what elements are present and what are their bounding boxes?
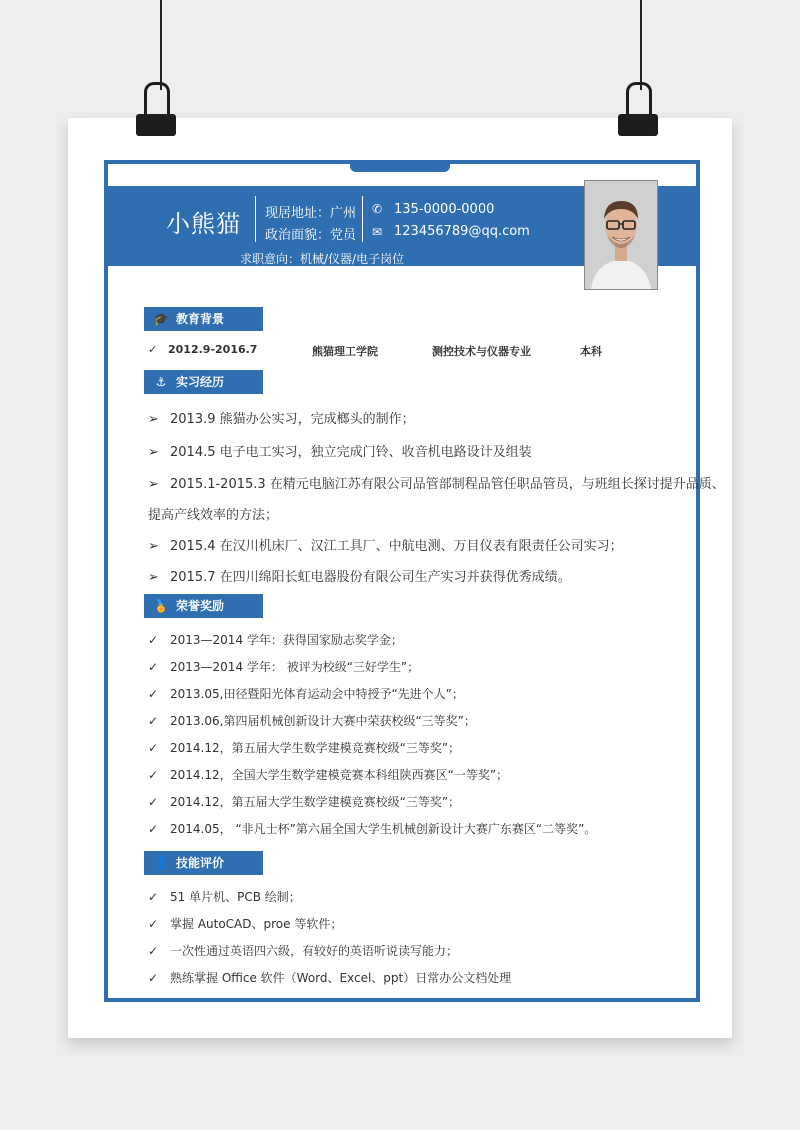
- profile-photo: [584, 180, 658, 290]
- hanging-string-left: [160, 0, 162, 90]
- honor-item: ✓ 2014.12，全国大学生数学建模竞赛本科组陕西赛区“一等奖”；: [148, 768, 509, 782]
- honor-item: ✓ 2013—2014 学年： 被评为校级“三好学生”；: [148, 660, 420, 674]
- graduation-cap-icon: 🎓: [153, 312, 169, 326]
- skill-item: ✓ 熟练掌握 Office 软件（Word、Excel、ppt）日常办公文档处理: [148, 971, 512, 985]
- section-internship-title: ⚓ 实习经历: [144, 370, 263, 394]
- edu-major: 测控技术与仪器专业: [432, 345, 531, 358]
- anchor-icon: ⚓: [155, 375, 167, 389]
- check-icon: ✓: [148, 633, 159, 647]
- check-icon: ✓: [148, 741, 159, 755]
- section-education-title: 🎓 教育背景: [144, 307, 263, 331]
- check-icon: ✓: [148, 768, 159, 782]
- user-icon: 👤: [153, 856, 169, 870]
- email-text: 123456789@qq.com: [394, 224, 530, 239]
- header-divider-1: [255, 196, 256, 242]
- location-text: 现居地址：广州: [265, 206, 357, 221]
- skill-item: ✓ 51 单片机、PCB 绘制；: [148, 890, 301, 904]
- arrow-bullet-icon: ➢: [148, 570, 159, 585]
- skill-item: ✓ 一次性通过英语四六级，有较好的英语听说读写能力；: [148, 944, 459, 958]
- check-icon: ✓: [148, 890, 159, 904]
- binder-clip-left-icon: [136, 82, 176, 136]
- check-icon: ✓: [148, 822, 159, 836]
- edu-degree: 本科: [580, 345, 602, 358]
- check-icon: ✓: [148, 660, 159, 674]
- header-divider-2: [362, 196, 363, 242]
- internship-item: ➢ 2015.7 在四川绵阳长虹电器股份有限公司生产实习并获得优秀成绩。: [148, 570, 571, 585]
- section-honors-title: 🏅 荣誉奖励: [144, 594, 263, 618]
- binder-clip-right-icon: [618, 82, 658, 136]
- internship-item: ➢ 2015.1-2015.3 在精元电脑江苏有限公司品管部制程品管任职品管员，与班组长探讨提升品质、: [148, 477, 725, 492]
- honor-item: ✓ 2013.05,田径暨阳光体育运动会中特授予“先进个人”；: [148, 687, 464, 701]
- edu-school: 熊猫理工学院: [312, 345, 378, 358]
- honor-item: ✓ 2014.12，第五届大学生数学建模竞赛校级“三等奖”；: [148, 795, 461, 809]
- honor-item: ✓ 2013—2014 学年：获得国家励志奖学金；: [148, 633, 403, 647]
- check-icon: ✓: [148, 687, 159, 701]
- mail-icon: ✉: [372, 225, 383, 239]
- arrow-bullet-icon: ➢: [148, 477, 159, 492]
- check-icon: ✓: [148, 795, 159, 809]
- edu-period: 2012.9-2016.7: [168, 343, 258, 356]
- check-icon: ✓: [148, 971, 159, 985]
- section-skills-title: 👤 技能评价: [144, 851, 263, 875]
- edu-check-icon: ✓: [148, 343, 158, 356]
- internship-item: ➢ 2014.5 电子电工实习，独立完成门铃、收音机电路设计及组装: [148, 445, 532, 460]
- candidate-name: 小熊猫: [166, 210, 241, 238]
- internship-item-continued: 提高产线效率的方法；: [148, 508, 279, 523]
- internship-item: ➢ 2015.4 在汉川机床厂、汉江工具厂、中航电测、万目仪表有限责任公司实习；: [148, 539, 623, 554]
- check-icon: ✓: [148, 714, 159, 728]
- arrow-bullet-icon: ➢: [148, 539, 159, 554]
- internship-item: ➢ 2013.9 熊猫办公实习，完成榔头的制作；: [148, 412, 415, 427]
- hanging-string-right: [640, 0, 642, 90]
- objective-text: 求职意向：机械/仪器/电子岗位: [240, 252, 405, 266]
- medal-icon: 🏅: [153, 599, 169, 613]
- phone-text: 135-0000-0000: [394, 202, 495, 217]
- skill-item: ✓ 掌握 AutoCAD、proe 等软件；: [148, 917, 343, 931]
- check-icon: ✓: [148, 944, 159, 958]
- honor-item: ✓ 2014.05， “非凡士杯”第六届全国大学生机械创新设计大赛广东赛区“二等奖”。: [148, 822, 597, 836]
- politics-text: 政治面貌：党员: [265, 228, 357, 243]
- arrow-bullet-icon: ➢: [148, 412, 159, 427]
- frame-notch: [350, 164, 450, 172]
- check-icon: ✓: [148, 917, 159, 931]
- arrow-bullet-icon: ➢: [148, 445, 159, 460]
- honor-item: ✓ 2014.12，第五届大学生数学建模竞赛校级“三等奖”；: [148, 741, 461, 755]
- phone-icon: ✆: [372, 202, 383, 216]
- honor-item: ✓ 2013.06,第四届机械创新设计大赛中荣获校级“三等奖”；: [148, 714, 476, 728]
